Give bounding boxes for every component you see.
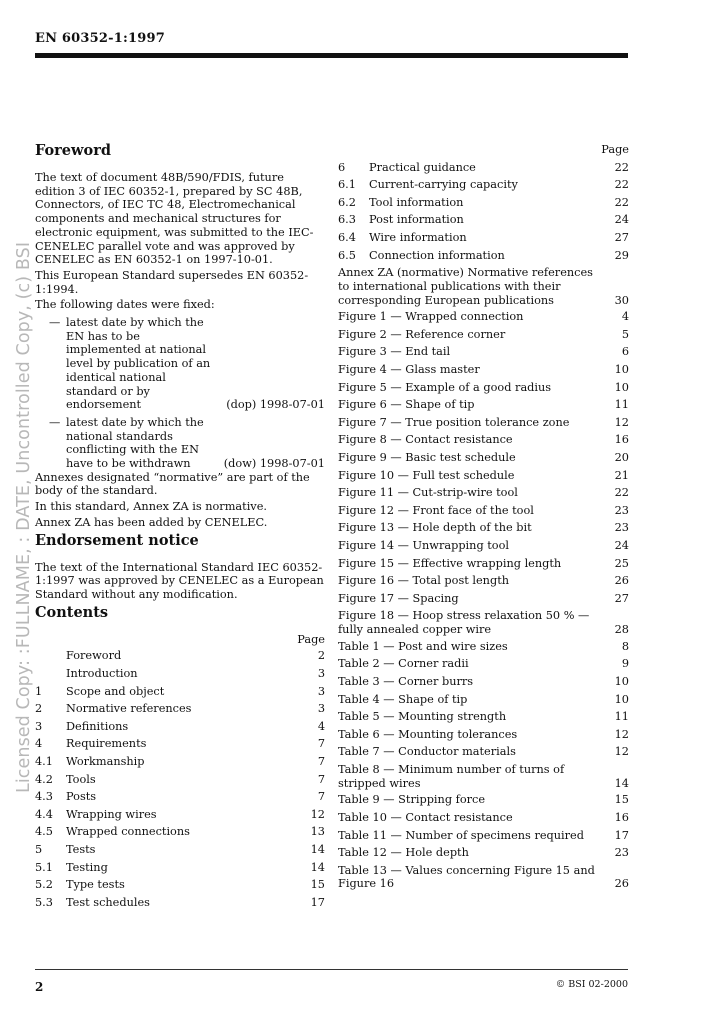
toc-entry[interactable] (338, 231, 629, 249)
toc-entry-page: 13 (310, 825, 325, 839)
toc-entry-label: Tools (66, 772, 96, 786)
toc-entry-number: 2 (35, 702, 43, 716)
toc-entry[interactable] (338, 433, 629, 451)
toc-entry[interactable] (35, 685, 325, 703)
toc-entry-page: 3 (317, 666, 325, 680)
toc-entry[interactable] (338, 793, 629, 811)
dash-glyph: — (49, 415, 61, 429)
toc-entry-page: 14 (310, 842, 325, 856)
toc-entry-page: 23 (614, 521, 629, 535)
toc-entry-page: 6 (621, 345, 629, 359)
toc-entry-figure-18[interactable] (338, 609, 629, 636)
toc-entry[interactable] (338, 657, 629, 675)
toc-entry-label: Normative references (66, 702, 192, 716)
toc-entry-label: Figure 3 — End tail (338, 345, 451, 359)
toc-entry-page: 27 (614, 230, 629, 244)
toc-entry-label: Table 8 — Minimum number of turns of stripped wires (338, 762, 565, 790)
toc-entry-label: Table 2 — Corner radii (338, 657, 469, 671)
toc-entry-label: Post information (369, 213, 464, 227)
toc-entry-page: 12 (614, 415, 629, 429)
toc-entry-page: 10 (614, 380, 629, 394)
toc-entry-label: Figure 9 — Basic test schedule (338, 451, 516, 465)
foreword-para-2: This European Standard supersedes EN 60352-1:1994. (35, 268, 309, 296)
toc-entry-number: 6.5 (338, 248, 356, 262)
header-rule (35, 53, 628, 58)
toc-entry-label: Table 9 — Stripping force (338, 793, 486, 807)
toc-entry-label: Table 10 — Contact resistance (338, 810, 513, 824)
toc-entry-label: Table 11 — Number of specimens required (338, 828, 584, 842)
toc-sections-list (338, 161, 629, 267)
toc-entry[interactable] (35, 720, 325, 738)
toc-entry-page: 15 (614, 793, 629, 807)
toc-entry-number: 4.1 (35, 754, 53, 768)
toc-left-list (35, 649, 325, 913)
toc-entry-page: 15 (310, 878, 325, 892)
right-column (338, 142, 629, 894)
toc-entry-page: 17 (614, 828, 629, 842)
toc-entry[interactable] (338, 574, 629, 592)
toc-entry[interactable] (338, 249, 629, 267)
toc-entry-label: Table 1 — Post and wire sizes (338, 639, 508, 653)
toc-entry[interactable] (338, 310, 629, 328)
toc-entry[interactable] (338, 640, 629, 658)
foreword-para-5: In this standard, Annex ZA is normative. (35, 500, 267, 514)
toc-entry[interactable] (338, 486, 629, 504)
toc-entry-page: 23 (614, 503, 629, 517)
toc-entry-page: 4 (317, 719, 325, 733)
toc-entry-number: 4.5 (35, 825, 53, 839)
toc-entry[interactable] (35, 843, 325, 861)
contents-heading: Contents (35, 603, 109, 621)
toc-entry-number: 6.1 (338, 178, 356, 192)
date-item-dop (35, 316, 325, 412)
toc-entry-label: Practical guidance (369, 160, 476, 174)
toc-entry-label: Testing (66, 860, 108, 874)
toc-entry-number: 4.3 (35, 790, 53, 804)
toc-entry-page: 20 (614, 451, 629, 465)
toc-entry-label: Figure 2 — Reference corner (338, 327, 506, 341)
toc-entry-page: 24 (614, 538, 629, 552)
toc-entry-number: 5.2 (35, 878, 53, 892)
toc-entry-page: 11 (614, 398, 629, 412)
toc-entry[interactable] (338, 539, 629, 557)
toc-entry-page: 7 (317, 737, 325, 751)
toc-entry[interactable] (338, 829, 629, 847)
page-number: 2 (35, 980, 44, 994)
toc-entry[interactable] (338, 328, 629, 346)
toc-entry-label: Workmanship (66, 754, 145, 768)
toc-entry-page: 26 (614, 877, 629, 891)
toc-entry-page: 22 (614, 178, 629, 192)
date-item-text: latest date by which the EN has to be implemented at national level by publication of an identical national standard or by endorsement (66, 316, 211, 412)
toc-entry-label: Figure 15 — Effective wrapping length (338, 556, 562, 570)
toc-entry[interactable] (338, 811, 629, 829)
toc-entry-page: 3 (317, 702, 325, 716)
toc-entry[interactable] (338, 345, 629, 363)
toc-entry-number: 5.3 (35, 895, 53, 909)
toc-entry-label: Connection information (369, 248, 505, 262)
date-item-value: (dow) 1998-07-01 (223, 457, 325, 471)
toc-entry-page: 23 (614, 846, 629, 860)
date-item-dow (35, 416, 325, 471)
toc-entry-page: 24 (614, 213, 629, 227)
toc-entry[interactable] (35, 790, 325, 808)
toc-entry-label: Table 3 — Corner burrs (338, 674, 474, 688)
toc-entry-label: Table 6 — Mounting tolerances (338, 727, 518, 741)
toc-entry-table-13[interactable] (338, 864, 629, 891)
toc-entry-label: Figure 10 — Full test schedule (338, 468, 515, 482)
toc-entry-page: 7 (317, 754, 325, 768)
toc-entry-label: Figure 6 — Shape of tip (338, 398, 475, 412)
toc-entry-page: 30 (614, 293, 629, 307)
toc-entry[interactable] (338, 675, 629, 693)
toc-entry-page: 8 (621, 639, 629, 653)
toc-entry-label: Posts (66, 790, 97, 804)
toc-entry-label: Foreword (66, 649, 122, 663)
toc-entry[interactable] (35, 896, 325, 914)
toc-entry[interactable] (35, 773, 325, 791)
toc-entry-number: 6.2 (338, 195, 356, 209)
toc-entry[interactable] (35, 825, 325, 843)
toc-entry-label: Current-carrying capacity (369, 178, 518, 192)
toc-entry-page: 5 (621, 327, 629, 341)
toc-entry-annex-za[interactable] (338, 266, 629, 307)
toc-entry-table-8[interactable] (338, 763, 629, 790)
toc-entry-number: 4 (35, 737, 43, 751)
toc-entry-page: 7 (317, 790, 325, 804)
toc-entry-label: Figure 18 — Hoop stress relaxation 50 % — fully annealed copper wire (338, 609, 590, 637)
toc-entry-label: Tests (66, 842, 96, 856)
copyright-notice: © BSI 02-2000 (555, 979, 628, 990)
toc-entry[interactable] (338, 710, 629, 728)
toc-entry-number: 6 (338, 160, 346, 174)
toc-entry-number: 1 (35, 684, 43, 698)
toc-entry-label: Figure 16 — Total post length (338, 574, 510, 588)
toc-entry[interactable] (338, 521, 629, 539)
toc-entry-page: 3 (317, 684, 325, 698)
toc-page-label-right: Page (601, 143, 629, 156)
toc-entry-label: Figure 7 — True position tolerance zone (338, 415, 570, 429)
toc-entry-number: 3 (35, 719, 43, 733)
toc-entry-label: Table 5 — Mounting strength (338, 710, 507, 724)
toc-entry-label: Annex ZA (normative) Normative references to international publications with their corresponding European publications (338, 266, 593, 307)
toc-entry-label: Figure 8 — Contact resistance (338, 433, 513, 447)
license-watermark: Licensed Copy: :FULLNAME, : DATE, Uncontrolled Copy, (c) BSI (14, 241, 34, 793)
toc-entry-page: 9 (621, 657, 629, 671)
toc-entry-page: 10 (614, 674, 629, 688)
toc-figures-list (338, 310, 629, 609)
toc-entry-label: Table 12 — Hole depth (338, 846, 469, 860)
toc-entry-page: 16 (614, 433, 629, 447)
toc-entry-label: Definitions (66, 719, 129, 733)
toc-entry-label: Test schedules (66, 895, 150, 909)
toc-entry-page: 14 (614, 776, 629, 790)
toc-entry-page: 7 (317, 772, 325, 786)
toc-entry-page: 2 (317, 649, 325, 663)
toc-entry-label: Type tests (66, 878, 125, 892)
toc-entry-page: 22 (614, 195, 629, 209)
toc-entry-label: Figure 11 — Cut-strip-wire tool (338, 486, 518, 500)
toc-entry[interactable] (338, 728, 629, 746)
toc-entry-label: Figure 17 — Spacing (338, 591, 459, 605)
toc-entry-page: 10 (614, 363, 629, 377)
toc-entry[interactable] (338, 469, 629, 487)
toc-entry-number: 6.3 (338, 213, 356, 227)
toc-entry[interactable] (338, 398, 629, 416)
toc-entry-label: Introduction (66, 666, 138, 680)
toc-entry[interactable] (338, 381, 629, 399)
toc-entry-label: Table 4 — Shape of tip (338, 692, 468, 706)
foreword-heading: Foreword (35, 142, 111, 159)
toc-entry-number: 4.2 (35, 772, 53, 786)
toc-entry-label: Requirements (66, 737, 147, 751)
toc-entry[interactable] (338, 161, 629, 179)
toc-tables-list (338, 640, 629, 763)
toc-entry[interactable] (35, 737, 325, 755)
toc-entry-label: Scope and object (66, 684, 165, 698)
toc-entry[interactable] (338, 178, 629, 196)
toc-entry-label: Figure 14 — Unwrapping tool (338, 538, 510, 552)
toc-entry-page: 22 (614, 160, 629, 174)
toc-entry-label: Table 13 — Values concerning Figure 15 and Figure 16 (338, 863, 595, 891)
foreword-para-1: The text of document 48B/590/FDIS, future edition 3 of IEC 60352-1, prepared by SC 48B, Connectors, of IEC TC 48, Electromechanical components and mechanical structures for electronic equipment, was submitted to the IEC-CENELEC parallel vote and was approved by CENELEC as EN 60352-1 on 1997-10-01. (35, 171, 314, 267)
toc-entry-page: 21 (614, 468, 629, 482)
toc-entry-page: 10 (614, 692, 629, 706)
toc-entry-page: 26 (614, 574, 629, 588)
toc-entry-label: Figure 5 — Example of a good radius (338, 380, 552, 394)
toc-entry[interactable] (35, 878, 325, 896)
toc-entry-label: Figure 12 — Front face of the tool (338, 503, 534, 517)
toc-entry[interactable] (35, 861, 325, 879)
toc-entry[interactable] (35, 755, 325, 773)
toc-entry[interactable] (338, 363, 629, 381)
toc-entry-label: Wrapping wires (66, 807, 157, 821)
toc-entry[interactable] (338, 416, 629, 434)
toc-entry-page: 22 (614, 486, 629, 500)
toc-entry[interactable] (338, 693, 629, 711)
toc-entry[interactable] (338, 846, 629, 864)
toc-entry[interactable] (338, 557, 629, 575)
toc-entry[interactable] (338, 592, 629, 610)
toc-entry-number: 4.4 (35, 807, 53, 821)
toc-entry[interactable] (338, 196, 629, 214)
toc-entry-label: Figure 13 — Hole depth of the bit (338, 521, 532, 535)
dash-glyph: — (49, 316, 61, 330)
toc-entry-page: 11 (614, 710, 629, 724)
toc-entry-label: Wire information (369, 230, 467, 244)
date-item-value: (dop) 1998-07-01 (226, 398, 325, 412)
toc-entry-page: 12 (614, 745, 629, 759)
toc-entry-page: 12 (614, 727, 629, 741)
foreword-para-6: Annex ZA has been added by CENELEC. (35, 515, 268, 529)
toc-page-label: Page (297, 632, 325, 646)
toc-entry[interactable] (338, 745, 629, 763)
toc-entry-number: 6.4 (338, 230, 356, 244)
toc-entry[interactable] (35, 808, 325, 826)
toc-entry-label: Table 7 — Conductor materials (338, 745, 516, 759)
toc-tables-list-2 (338, 793, 629, 863)
toc-entry-page: 16 (614, 810, 629, 824)
footer-rule (35, 969, 628, 970)
toc-entry-number: 5 (35, 842, 43, 856)
toc-entry-label: Figure 4 — Glass master (338, 363, 480, 377)
foreword-para-3: The following dates were fixed: (35, 298, 215, 312)
toc-entry-number: 5.1 (35, 860, 53, 874)
toc-entry[interactable] (35, 702, 325, 720)
toc-entry-page: 12 (310, 807, 325, 821)
toc-entry-page: 17 (310, 895, 325, 909)
toc-entry-page: 25 (614, 556, 629, 570)
foreword-para-4: Annexes designated “normative” are part of the body of the standard. (35, 470, 310, 498)
toc-entry-label: Wrapped connections (66, 825, 190, 839)
endorsement-heading: Endorsement notice (35, 531, 199, 549)
toc-entry[interactable] (35, 649, 325, 667)
toc-entry-page: 27 (614, 591, 629, 605)
toc-entry-label: Tool information (369, 195, 464, 209)
toc-entry[interactable] (338, 451, 629, 469)
toc-entry-label: Figure 1 — Wrapped connection (338, 310, 524, 324)
toc-entry-page: 4 (621, 310, 629, 324)
endorsement-text: The text of the International Standard IEC 60352-1:1997 was approved by CENELEC as a European Standard without any modification. (35, 560, 324, 601)
document-id: EN 60352-1:1997 (35, 31, 165, 46)
toc-entry-page: 14 (310, 860, 325, 874)
date-item-text: latest date by which the national standards conflicting with the EN have to be withdrawn (66, 415, 204, 471)
left-column (35, 142, 325, 913)
toc-entry-page: 28 (614, 623, 629, 637)
toc-entry-page: 29 (614, 248, 629, 262)
toc-entry[interactable] (338, 504, 629, 522)
toc-entry[interactable] (35, 667, 325, 685)
toc-entry[interactable] (338, 213, 629, 231)
